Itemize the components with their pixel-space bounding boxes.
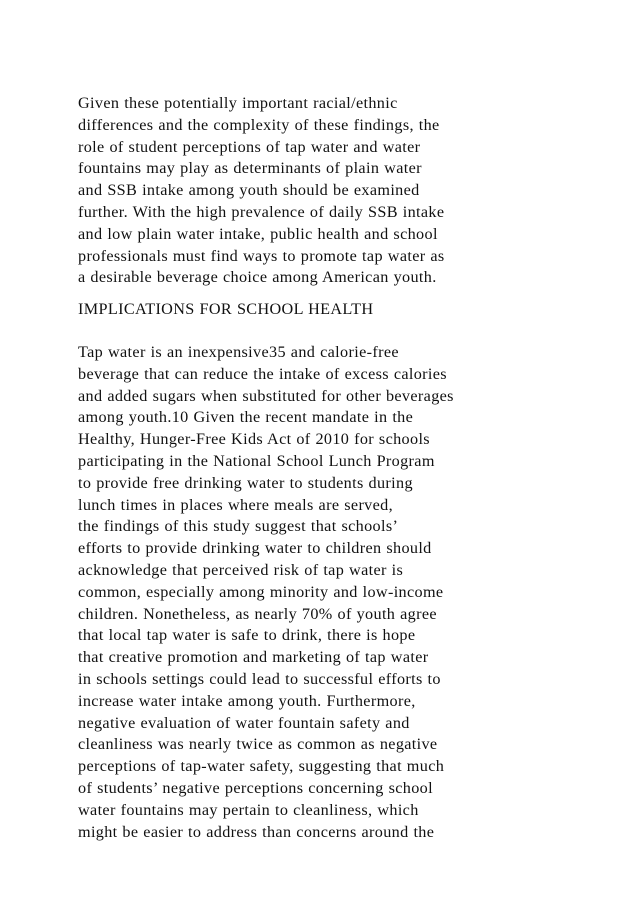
text-line: that local tap water is safe to drink, there is hope: [78, 626, 416, 645]
text-line: Given these potentially important racial/ethnic: [78, 94, 398, 112]
text-line: efforts to provide drinking water to children should: [78, 539, 432, 558]
text-line: of students’ negative perceptions concerning school: [78, 778, 433, 797]
text-line: differences and the complexity of these findings, the: [78, 115, 440, 134]
text-line: acknowledge that perceived risk of tap water is: [78, 560, 404, 579]
text-line: perceptions of tap-water safety, suggesting that much: [78, 757, 445, 776]
section-heading-text: IMPLICATIONS FOR SCHOOL HEALTH: [78, 300, 374, 318]
text-line: participating in the National School Lunch Program: [78, 451, 435, 470]
text-line: and added sugars when substituted for other beverages: [78, 386, 454, 405]
text-line: Healthy, Hunger-Free Kids Act of 2010 for schools: [78, 430, 430, 449]
text-line: cleanliness was nearly twice as common as negative: [78, 735, 438, 754]
text-line: negative evaluation of water fountain safety and: [78, 713, 410, 732]
text-line: professionals must find ways to promote tap water as: [78, 246, 445, 265]
text-line: further. With the high prevalence of daily SSB intake: [78, 202, 445, 221]
text-line: role of student perceptions of tap water and water: [78, 137, 421, 156]
text-line: a desirable beverage choice among American youth.: [78, 268, 437, 287]
text-line: water fountains may pertain to cleanliness, which: [78, 800, 419, 819]
text-line: and low plain water intake, public health and school: [78, 224, 438, 243]
section-heading: [78, 299, 558, 321]
text-line: beverage that can reduce the intake of excess calories: [78, 364, 447, 383]
text-line: increase water intake among youth. Furthermore,: [78, 691, 416, 710]
text-line: lunch times in places where meals are served,: [78, 495, 394, 514]
text-line: fountains may play as determinants of plain water: [78, 159, 422, 178]
text-line: that creative promotion and marketing of tap water: [78, 648, 429, 667]
text-line: children. Nonetheless, as nearly 70% of youth agree: [78, 604, 437, 623]
text-line: Tap water is an inexpensive35 and calorie-free: [78, 343, 399, 361]
text-line: might be easier to address than concerns around the: [78, 822, 435, 841]
paragraph-intro: [78, 93, 558, 289]
text-line: among youth.10 Given the recent mandate in the: [78, 408, 414, 427]
text-line: in schools settings could lead to successful efforts to: [78, 669, 441, 688]
text-line: to provide free drinking water to students during: [78, 473, 413, 492]
text-line: the findings of this study suggest that schools’: [78, 517, 399, 536]
text-line: and SSB intake among youth should be examined: [78, 181, 420, 200]
text-line: common, especially among minority and low-income: [78, 582, 444, 601]
paragraph-implications: [78, 342, 558, 843]
